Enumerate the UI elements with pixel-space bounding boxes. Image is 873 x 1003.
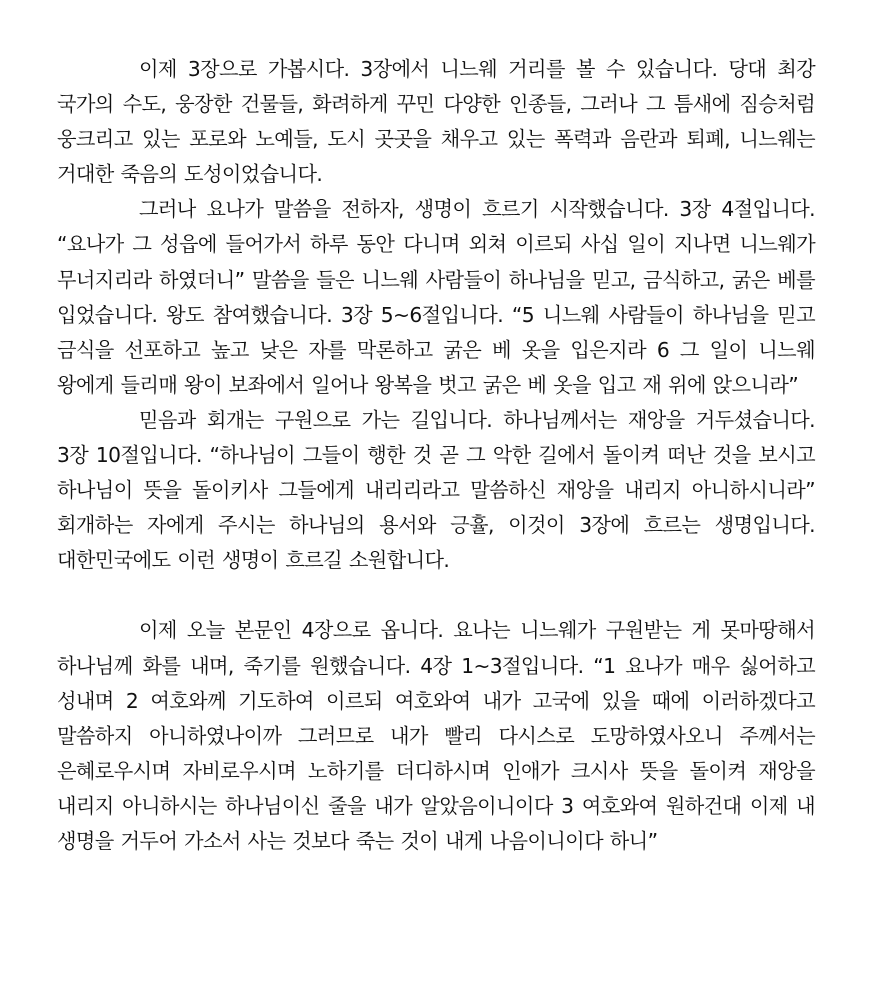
- paragraph-nineveh-street: 이제 3장으로 가봅시다. 3장에서 니느웨 거리를 볼 수 있습니다. 당대 최강 국가의 수도, 웅장한 건물들, 화려하게 꾸민 다양한 인종들, 그러나 그 틈새에 짐승처럼 웅크리고 있는 포로와 노예들, 도시 곳곳을 채우고 있는 폭력과 음란과 퇴폐, 니느웨는 거대한 죽음의 도성이었습니다.: [57, 57, 815, 187]
- document-page: [57, 52, 815, 859]
- paragraph-gap: [57, 578, 815, 613]
- paragraph-chapter-four: 이제 오늘 본문인 4장으로 옵니다. 요나는 니느웨가 구원받는 게 못마땅해서 하나님께 화를 내며, 죽기를 원했습니다. 4장 1~3절입니다. “1 요나가 매우 싫어하고 성내며 2 여호와께 기도하여 이르되 여호와여 내가 고국에 있을 때에 이러하겠다고 말씀하지 아니하였나이까 그러므로 내가 빨리 다시스로 도망하였사오니 주께서는 은혜로우시며 자비로우시며 노하기를 더디하시며 인애가 크시사 뜻을 돌이켜 재앙을 내리지 아니하시는 하나님이신 줄을 내가 알았음이니이다 3 여호와여 원하건대 이제 내 생명을 거두어 가소서 사는 것보다 죽는 것이 내게 나음이니이다 하니”: [57, 618, 815, 853]
- paragraph-repentance-begins: 그러나 요나가 말씀을 전하자, 생명이 흐르기 시작했습니다. 3장 4절입니다. “요나가 그 성읍에 들어가서 하루 동안 다니며 외쳐 이르되 사십 일이 지나면 니느웨가 무너지리라 하였더니” 말씀을 들은 니느웨 사람들이 하나님을 믿고, 금식하고, 굵은 베를 입었습니다. 왕도 참여했습니다. 3장 5~6절입니다. “5 니느웨 사람들이 하나님을 믿고 금식을 선포하고 높고 낮은 자를 막론하고 굵은 베 옷을 입은지라 6 그 일이 니느웨 왕에게 들리매 왕이 보좌에서 일어나 왕복을 벗고 굵은 베 옷을 입고 재 위에 앉으니라”: [57, 197, 815, 397]
- paragraph-salvation-way: 믿음과 회개는 구원으로 가는 길입니다. 하나님께서는 재앙을 거두셨습니다. 3장 10절입니다. “하나님이 그들이 행한 것 곧 그 악한 길에서 돌이켜 떠난 것을 보시고 하나님이 뜻을 돌이키사 그들에게 내리리라고 말씀하신 재앙을 내리지 아니하시니라” 회개하는 자에게 주시는 하나님의 용서와 긍휼, 이것이 3장에 흐르는 생명입니다. 대한민국에도 이런 생명이 흐르길 소원합니다.: [57, 407, 815, 573]
